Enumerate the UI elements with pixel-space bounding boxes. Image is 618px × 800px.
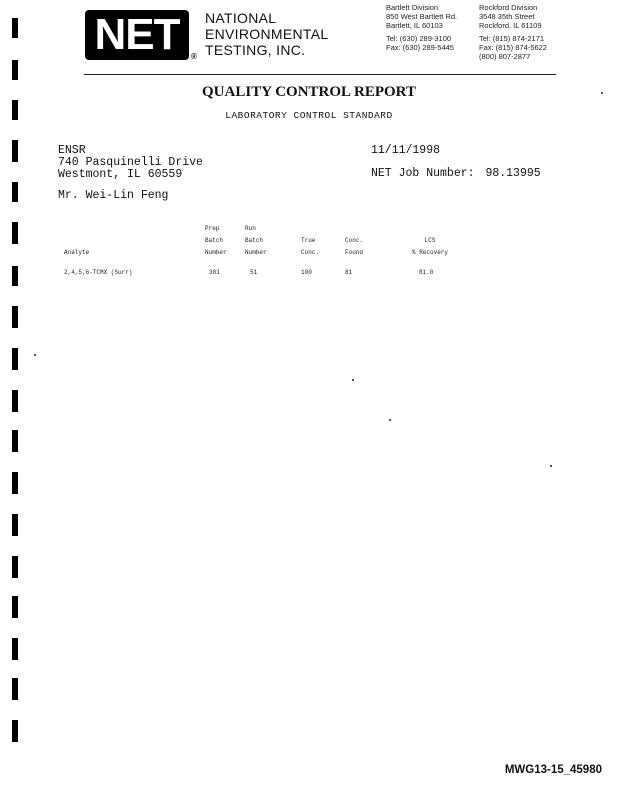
company-name-line: TESTING, INC. — [205, 42, 306, 58]
header-true-conc — [301, 223, 319, 259]
job-number-value: 98.13995 — [485, 167, 541, 180]
header-divider — [84, 74, 556, 75]
header-line: LCS — [424, 237, 436, 244]
client-city: Westmont, IL 60559 — [58, 168, 183, 181]
report-date: 11/11/1998 — [371, 144, 441, 157]
header-line — [412, 223, 448, 235]
header-line: % Recovery — [412, 249, 449, 256]
cell-lcs-recovery: 81.0 — [419, 269, 434, 276]
bartlett-address — [386, 3, 457, 52]
company-name-line: ENVIRONMENTAL — [205, 26, 329, 42]
cell-run-batch: 51 — [250, 269, 258, 276]
header-prep-batch — [205, 223, 227, 259]
job-number-label: NET Job Number: — [371, 167, 475, 180]
bartlett-title: Bartlett Division — [386, 3, 439, 12]
address-line: (800) 807-2877 — [479, 52, 531, 61]
document-id: MWG13-15_45980 — [504, 764, 602, 776]
header-line: Prep — [205, 225, 220, 232]
client-name: ENSR — [58, 144, 86, 157]
report-title: QUALITY CONTROL REPORT — [202, 84, 416, 100]
table-row — [0, 268, 618, 280]
header-line: Batch — [245, 237, 264, 244]
cell-true-conc: 100 — [301, 269, 312, 276]
cell-conc-found: 81 — [345, 269, 353, 276]
cell-prep-batch: 381 — [209, 269, 220, 276]
rockford-address — [479, 3, 547, 61]
header-line: Number — [245, 249, 267, 256]
header-analyte — [64, 223, 89, 259]
address-line: Fax: (630) 289-5445 — [386, 43, 454, 52]
header-lcs-recovery — [412, 223, 448, 259]
scan-speck — [34, 354, 36, 356]
header-line — [64, 235, 89, 247]
header-line: Batch — [205, 237, 224, 244]
address-line: 850 West Bartlett Rd. — [386, 12, 458, 21]
header-line — [64, 223, 89, 235]
address-line: Tel: (815) 874-2171 — [479, 34, 545, 43]
scan-speck — [601, 92, 603, 94]
header-line — [301, 223, 319, 235]
header-run-batch — [245, 223, 267, 259]
header-line: Conc. — [301, 249, 320, 256]
header-line: Analyte — [64, 249, 90, 256]
job-number-line — [371, 167, 541, 180]
address-line: 3548 35th Street — [479, 12, 535, 21]
header-line — [345, 223, 363, 235]
header-line: Found — [345, 249, 364, 256]
header-line: True — [301, 237, 316, 244]
scan-speck — [389, 419, 391, 421]
address-line: Tel: (630) 289-3100 — [386, 34, 452, 43]
header-line: Run — [245, 225, 256, 232]
address-line: Bartlett, IL 60103 — [386, 21, 443, 30]
header-line: Number — [205, 249, 227, 256]
registered-mark: ® — [191, 52, 197, 61]
net-logo: NET — [85, 10, 189, 60]
rockford-title: Rockford Division — [479, 3, 538, 12]
company-name-line: NATIONAL — [205, 10, 277, 26]
scan-speck — [352, 379, 354, 381]
address-line: Rockford, IL 61109 — [479, 21, 542, 30]
cell-analyte: 2,4,5,6-TCMX (Surr) — [64, 269, 133, 276]
client-attention: Mr. Wei-Lin Feng — [58, 189, 169, 202]
header-line: Conc. — [345, 237, 364, 244]
report-subtitle: LABORATORY CONTROL STANDARD — [225, 110, 393, 121]
client-street: 740 Pasquinelli Drive — [58, 156, 203, 169]
company-name — [205, 10, 328, 58]
scan-speck — [550, 465, 552, 467]
address-line: Fax: (815) 874-5622 — [479, 43, 547, 52]
header-conc-found — [345, 223, 363, 259]
